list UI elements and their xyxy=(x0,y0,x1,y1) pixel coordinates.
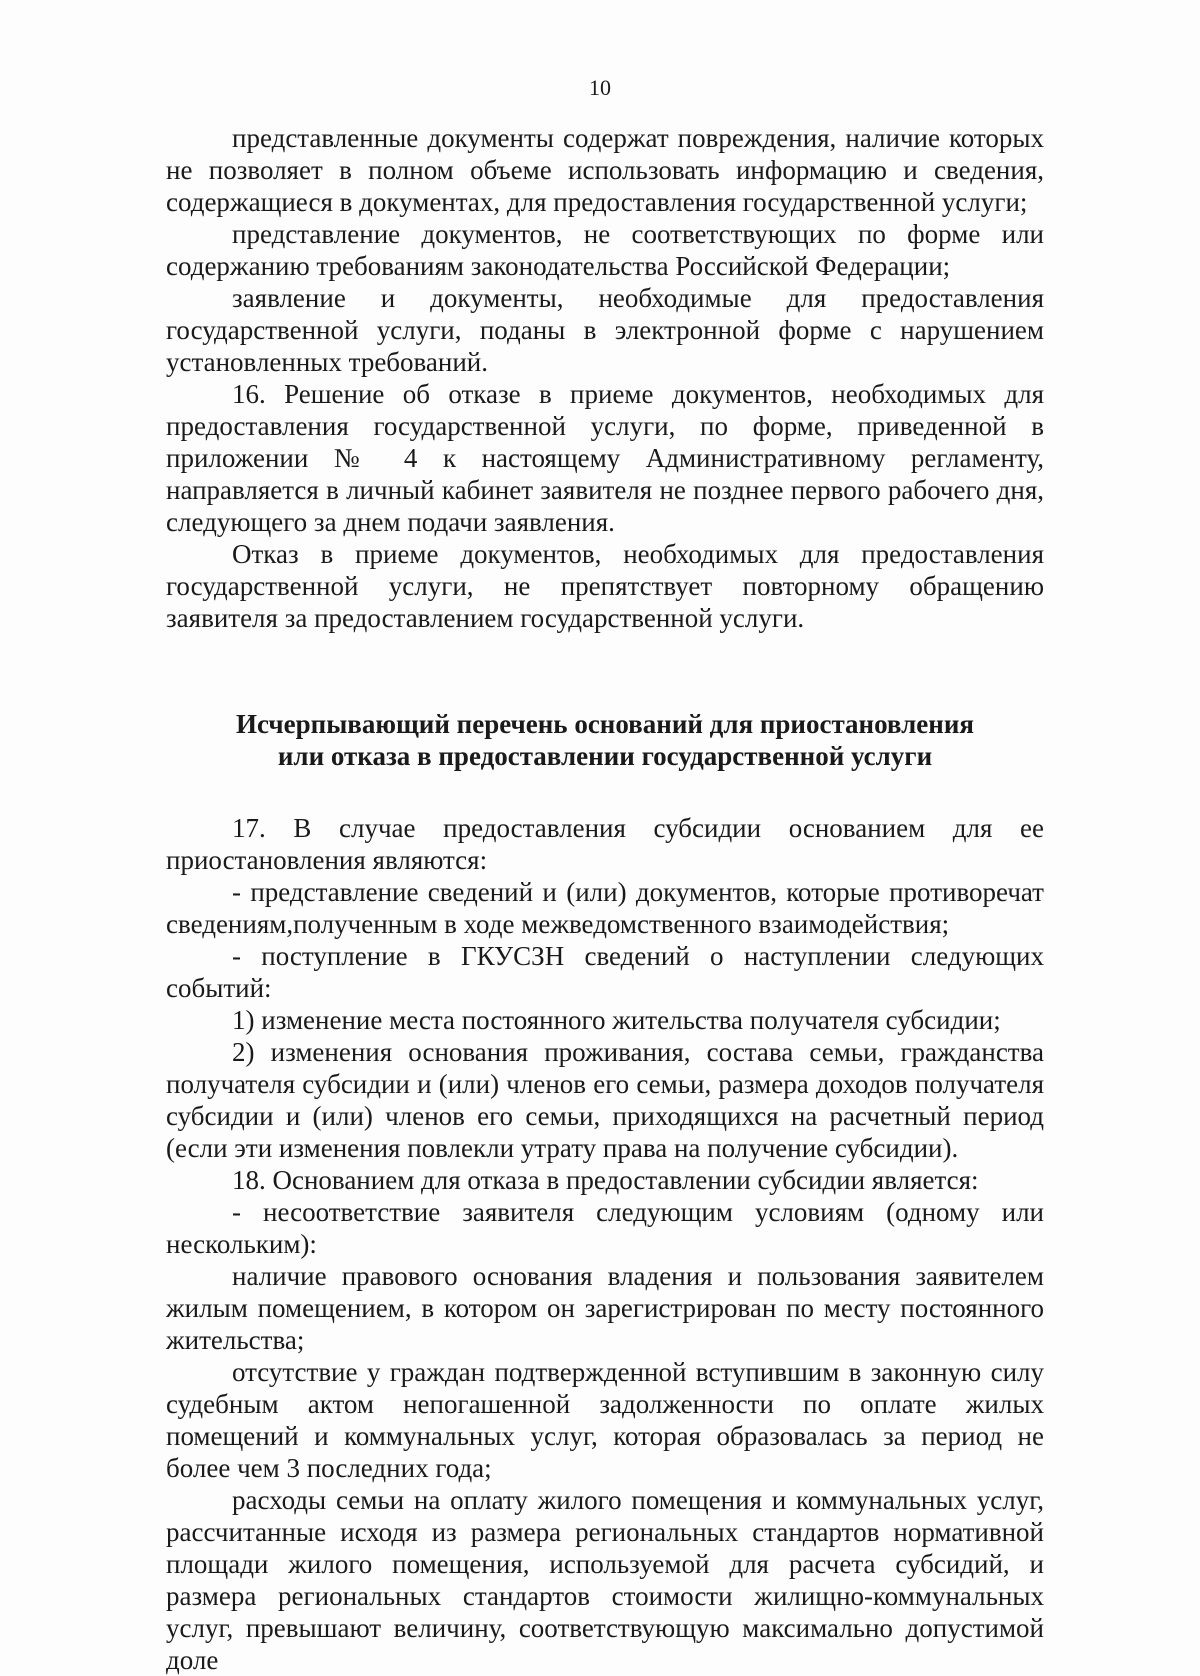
spacer xyxy=(166,772,1044,812)
paragraph: заявление и документы, необходимые для предоставления государственной услуги, поданы в электронной форме с нарушением установленных требований. xyxy=(166,283,1044,377)
paragraph: расходы семьи на оплату жилого помещения и коммунальных услуг, рассчитанные исходя из размера региональных стандартов нормативной площади жилого помещения, используемой для расчета субсидий, и размера региональных стандартов стоимости жилищно-коммунальных услуг, превышают величину, соответствующую максимально допустимой доле xyxy=(166,1485,1044,1675)
paragraph: представленные документы содержат повреждения, наличие которых не позволяет в полном объеме использовать информацию и сведения, содержащиеся в документах, для предоставления государственной услуги; xyxy=(166,123,1044,217)
page-number: 10 xyxy=(589,75,611,100)
paragraph: отсутствие у граждан подтвержденной вступившим в законную силу судебным актом непогашенной задолженности по оплате жилых помещений и коммунальных услуг, которая образовалась за период не более чем 3 последних года; xyxy=(166,1357,1044,1483)
paragraph: 16. Решение об отказе в приеме документов, необходимых для предоставления государственной услуги, по форме, приведенной в приложении № 4 к настоящему Административному регламенту, направляется в личный кабинет заявителя не позднее первого рабочего дня, следующего за днем подачи заявления. xyxy=(166,379,1044,537)
paragraph: 1) изменение места постоянного жительства получателя субсидии; xyxy=(232,1005,1001,1035)
paragraph: представление документов, не соответствующих по форме или содержанию требованиям законодательства Российской Федерации; xyxy=(166,219,1044,281)
section-heading-line: Исчерпывающий перечень оснований для приостановления xyxy=(235,709,975,739)
paragraph: Отказ в приеме документов, необходимых для предоставления государственной услуги, не препятствует повторному обращению заявителя за предоставлением государственной услуги. xyxy=(166,539,1044,633)
paragraph: - несоответствие заявителя следующим условиям (одному или нескольким): xyxy=(166,1197,1044,1259)
paragraph: - представление сведений и (или) документов, которые противоречат сведениям,полученным в ходе межведомственного взаимодействия; xyxy=(166,877,1044,939)
section-heading xyxy=(166,708,1044,772)
paragraph: 17. В случае предоставления субсидии основанием для ее приостановления являются: xyxy=(166,813,1044,875)
section-heading-line: или отказа в предоставлении государственной услуги xyxy=(277,741,933,771)
paragraph: 18. Основанием для отказа в предоставлении субсидии является: xyxy=(232,1165,979,1195)
spacer xyxy=(166,634,1044,708)
paragraph: - поступление в ГКУСЗН сведений о наступлении следующих событий: xyxy=(166,941,1044,1003)
paragraph: наличие правового основания владения и пользования заявителем жилым помещением, в котором он зарегистрирован по месту постоянного жительства; xyxy=(166,1261,1044,1355)
document-body xyxy=(166,122,1044,1676)
paragraph: 2) изменения основания проживания, состава семьи, гражданства получателя субсидии и (или) членов его семьи, размера доходов получателя субсидии и (или) членов его семьи, приходящихся на расчетный период (если эти изменения повлекли утрату права на получение субсидии). xyxy=(166,1037,1044,1163)
